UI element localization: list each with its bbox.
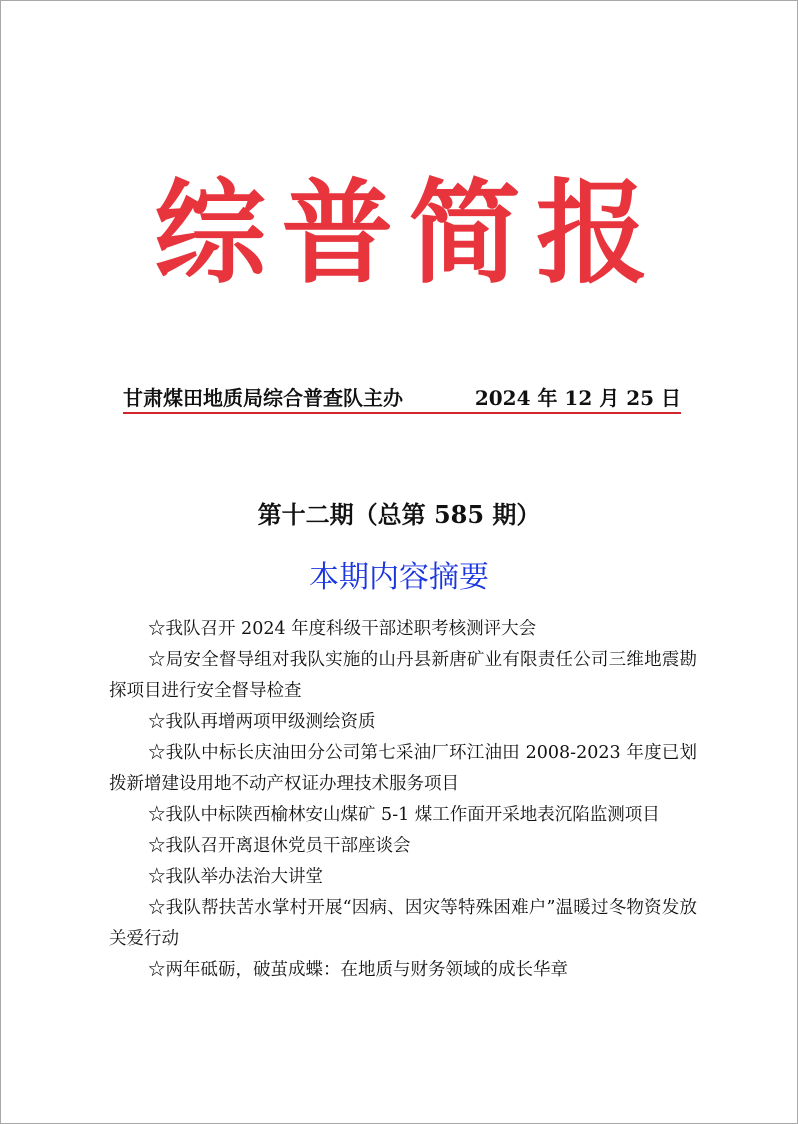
masthead-char: 报	[535, 168, 648, 299]
contents-item: ☆两年砥砺，破茧成蝶：在地质与财务领域的成长华章	[148, 960, 568, 980]
contents-item: ☆局安全督导组对我队实施的山丹县新唐矿业有限责任公司三维地震勘探项目进行安全督导检查	[109, 650, 697, 701]
publisher-line	[123, 379, 681, 413]
contents-item: ☆我队召开离退休党员干部座谈会	[148, 836, 411, 856]
masthead-title	[151, 169, 651, 299]
contents-item: ☆我队再增两项甲级测绘资质	[148, 712, 376, 732]
contents-item: ☆我队举办法治大讲堂	[148, 867, 323, 887]
masthead-char: 普	[281, 168, 394, 299]
contents-item: ☆我队中标陕西榆林安山煤矿 5-1 煤工作面开采地表沉陷监测项目	[148, 805, 660, 825]
contents-item: ☆我队召开 2024 年度科级干部述职考核测评大会	[148, 619, 537, 639]
masthead-char: 简	[408, 168, 521, 299]
masthead-char: 综	[154, 168, 266, 299]
contents-item: ☆我队帮扶苦水掌村开展“因病、因灾等特殊困难户”温暖过冬物资发放关爱行动	[109, 898, 697, 949]
header-divider	[123, 412, 681, 414]
publisher-organizer: 甘肃煤田地质局综合普查队主办	[123, 385, 403, 410]
summary-heading: 本期内容摘要	[309, 560, 489, 595]
contents-item: ☆我队中标长庆油田分公司第七采油厂环江油田 2008-2023 年度已划拨新增建设用地不动产权证办理技术服务项目	[109, 743, 697, 794]
contents-list	[109, 614, 697, 986]
publication-date: 2024 年 12 月 25 日	[474, 385, 681, 410]
issue-number: 第十二期（总第 585 期）	[257, 500, 541, 529]
